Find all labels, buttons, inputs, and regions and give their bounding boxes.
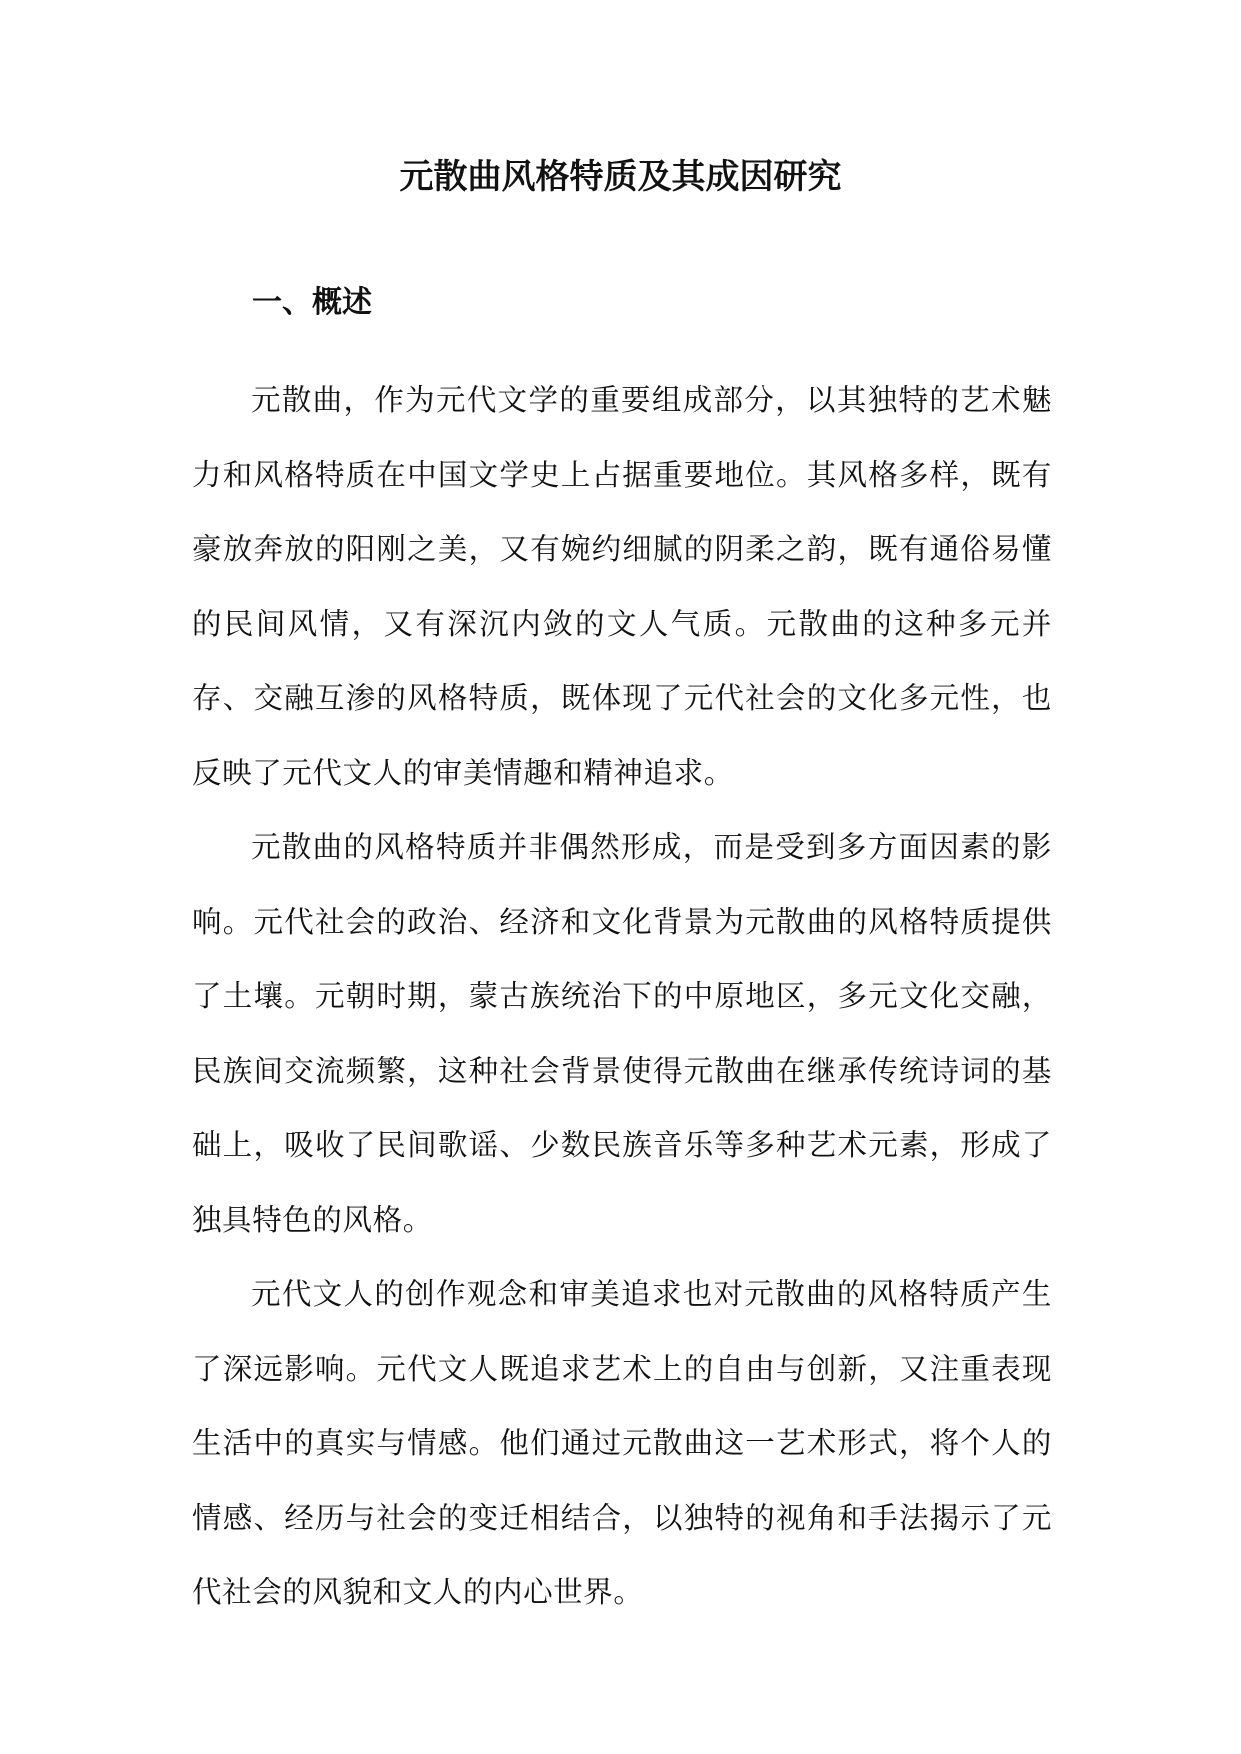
paragraph-1: 元散曲，作为元代文学的重要组成部分，以其独特的艺术魅力和风格特质在中国文学史上占据重要地位。其风格多样，既有豪放奔放的阳刚之美，又有婉约细腻的阴柔之韵，既有通俗易懂的民间风情，又有深沉内敛的文人气质。元散曲的这种多元并存、交融互渗的风格特质，既体现了元代社会的文化多元性，也反映了元代文人的审美情趣和精神追求。 [192, 383, 1052, 790]
document-title: 元散曲风格特质及其成因研究 [399, 157, 842, 197]
paragraph-3: 元代文人的创作观念和审美追求也对元散曲的风格特质产生了深远影响。元代文人既追求艺术上的自由与创新，又注重表现生活中的真实与情感。他们通过元散曲这一艺术形式，将个人的情感、经历与社会的变迁相结合，以独特的视角和手法揭示了元代社会的风貌和文人的内心世界。 [192, 1277, 1052, 1609]
paragraph-2: 元散曲的风格特质并非偶然形成，而是受到多方面因素的影响。元代社会的政治、经济和文化背景为元散曲的风格特质提供了土壤。元朝时期，蒙古族统治下的中原地区，多元文化交融，民族间交流频繁，这种社会背景使得元散曲在继承传统诗词的基础上，吸收了民间歌谣、少数民族音乐等多种艺术元素，形成了独具特色的风格。 [192, 830, 1052, 1237]
section-heading: 一、概述 [252, 285, 372, 320]
document-body [192, 363, 1052, 1630]
